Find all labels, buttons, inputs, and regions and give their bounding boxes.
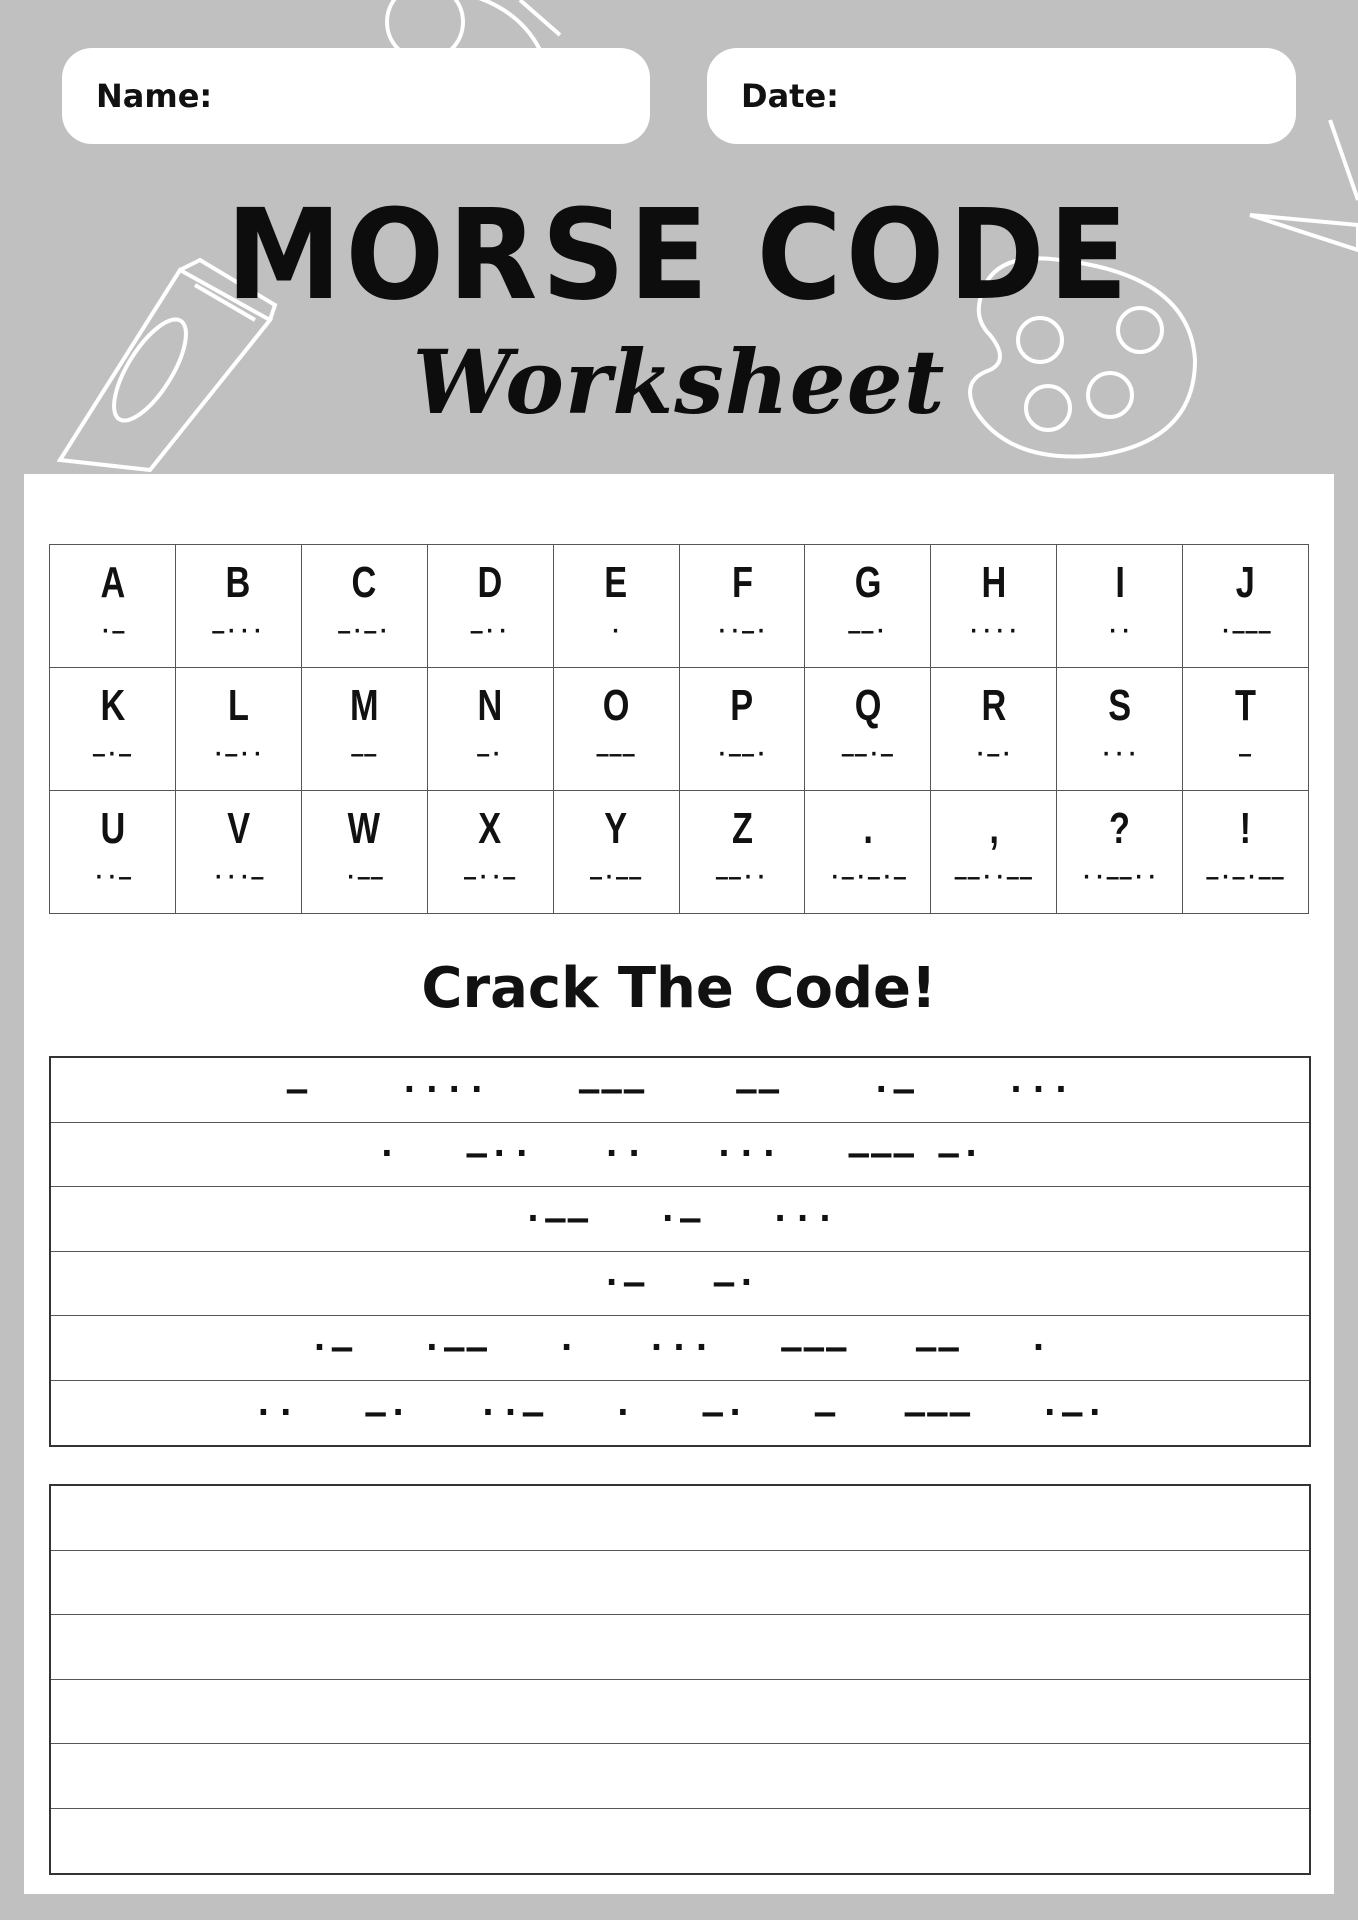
alphabet-character: D: [477, 558, 503, 607]
alphabet-character: C: [351, 558, 377, 607]
code-line-text: ·—— ·— ···: [522, 1198, 838, 1239]
alphabet-cell: [1057, 668, 1183, 791]
answer-line[interactable]: [51, 1615, 1309, 1680]
alphabet-character: H: [981, 558, 1007, 607]
crack-heading: Crack The Code!: [421, 956, 937, 1021]
alphabet-cell: [176, 668, 302, 791]
alphabet-morse-code: ···—: [212, 865, 265, 889]
alphabet-cell: [428, 668, 554, 791]
code-line: [51, 1187, 1309, 1252]
alphabet-morse-code: ·——: [344, 865, 384, 889]
alphabet-morse-code: ····: [967, 619, 1020, 643]
alphabet-cell: [805, 668, 931, 791]
date-field[interactable]: [707, 48, 1296, 144]
alphabet-morse-code: ——: [351, 742, 378, 766]
alphabet-character: T: [1235, 681, 1257, 730]
page-title: MORSE CODE: [226, 182, 1132, 329]
alphabet-character: Z: [731, 804, 753, 853]
alphabet-cell: [428, 791, 554, 914]
alphabet-morse-code: —·: [477, 742, 504, 766]
alphabet-character: M: [349, 681, 379, 730]
alphabet-character: !: [1239, 804, 1252, 853]
alphabet-cell: [302, 545, 428, 668]
alphabet-character: P: [730, 681, 754, 730]
alphabet-cell: [805, 545, 931, 668]
alphabet-cell: [554, 668, 680, 791]
answer-line[interactable]: [51, 1809, 1309, 1874]
alphabet-character: S: [1108, 681, 1132, 730]
alphabet-character: Y: [604, 804, 628, 853]
alphabet-character: N: [477, 681, 503, 730]
alphabet-cell: [931, 668, 1057, 791]
alphabet-morse-code: ··—·: [715, 619, 769, 643]
alphabet-cell: [805, 791, 931, 914]
alphabet-character: A: [100, 558, 125, 607]
alphabet-morse-code: —···: [212, 619, 265, 643]
answer-box: [49, 1484, 1311, 1875]
code-line-text: — ···· ——— —— ·— ···: [286, 1069, 1074, 1110]
alphabet-morse-code: —··—: [464, 865, 517, 889]
alphabet-morse-code: ——·—: [841, 742, 894, 766]
alphabet-cell: [931, 545, 1057, 668]
name-label: Name:: [96, 77, 213, 115]
alphabet-cell: [428, 545, 554, 668]
answer-line[interactable]: [51, 1680, 1309, 1745]
alphabet-cell: [176, 545, 302, 668]
alphabet-morse-code: ——·: [848, 619, 888, 643]
alphabet-morse-code: ·—·: [974, 742, 1014, 766]
alphabet-cell: [931, 791, 1057, 914]
code-line-text: ·— —·: [601, 1263, 759, 1304]
alphabet-character: B: [225, 558, 251, 607]
alphabet-character: .: [863, 804, 873, 853]
alphabet-cell: [1183, 668, 1309, 791]
alphabet-cell: [554, 791, 680, 914]
alphabet-character: R: [981, 681, 1007, 730]
alphabet-character: I: [1114, 558, 1125, 607]
alphabet-morse-code: ·——·: [715, 742, 769, 766]
alphabet-morse-code: —·—: [92, 742, 132, 766]
alphabet-morse-code: ··——··: [1080, 865, 1159, 889]
code-line: [51, 1252, 1309, 1317]
alphabet-character: ?: [1109, 804, 1131, 853]
alphabet-morse-code: ·———: [1219, 619, 1272, 643]
alphabet-morse-code: ···: [1100, 742, 1140, 766]
alphabet-morse-code: ··: [1106, 619, 1133, 643]
alphabet-morse-code: —·——: [589, 865, 643, 889]
alphabet-character: Q: [854, 681, 882, 730]
alphabet-cell: [50, 545, 176, 668]
code-line: [51, 1058, 1309, 1123]
alphabet-character: L: [227, 681, 249, 730]
alphabet-character: X: [478, 804, 502, 853]
alphabet-character: E: [604, 558, 628, 607]
answer-line[interactable]: [51, 1744, 1309, 1809]
alphabet-character: U: [100, 804, 125, 853]
alphabet-cell: [50, 791, 176, 914]
alphabet-morse-code: ·—··: [212, 742, 265, 766]
alphabet-character: K: [100, 681, 125, 730]
code-line: [51, 1381, 1309, 1446]
alphabet-character: J: [1235, 558, 1256, 607]
code-line: [51, 1123, 1309, 1188]
code-line: [51, 1316, 1309, 1381]
code-line-text: · —·· ·· ··· ——— —·: [376, 1134, 984, 1175]
alphabet-cell: [680, 545, 806, 668]
alphabet-cell: [302, 668, 428, 791]
alphabet-character: V: [226, 804, 250, 853]
alphabet-cell: [1183, 791, 1309, 914]
code-line-text: ·— ·—— · ··· ——— —— ·: [309, 1327, 1051, 1368]
page-subtitle: Worksheet: [412, 330, 946, 434]
alphabet-morse-code: —: [1239, 742, 1253, 766]
alphabet-morse-code: ·: [609, 619, 623, 643]
alphabet-morse-code: —·—·——: [1206, 865, 1285, 889]
alphabet-character: O: [602, 681, 630, 730]
alphabet-morse-code: ·—: [99, 619, 126, 643]
alphabet-morse-code: ··—: [92, 865, 132, 889]
name-field[interactable]: [62, 48, 650, 144]
answer-line[interactable]: [51, 1486, 1309, 1551]
alphabet-cell: [176, 791, 302, 914]
alphabet-character: G: [854, 558, 882, 607]
alphabet-morse-code: ·—·—·—: [828, 865, 907, 889]
coded-message-box: [49, 1056, 1311, 1447]
alphabet-character: W: [348, 804, 381, 853]
code-line-text: ·· —· ··— · —· — ——— ·—·: [253, 1392, 1107, 1433]
alphabet-character: ,: [988, 804, 999, 853]
alphabet-cell: [1183, 545, 1309, 668]
alphabet-cell: [680, 791, 806, 914]
alphabet-morse-code: ——··——: [954, 865, 1033, 889]
alphabet-character: F: [731, 558, 753, 607]
alphabet-morse-code: —··: [470, 619, 510, 643]
alphabet-cell: [50, 668, 176, 791]
alphabet-morse-code: ———: [596, 742, 636, 766]
worksheet-panel: [24, 474, 1334, 1894]
morse-alphabet-table: [49, 544, 1309, 914]
alphabet-cell: [1057, 545, 1183, 668]
alphabet-cell: [1057, 791, 1183, 914]
alphabet-cell: [680, 668, 806, 791]
alphabet-cell: [302, 791, 428, 914]
answer-line[interactable]: [51, 1551, 1309, 1616]
alphabet-morse-code: ——··: [715, 865, 769, 889]
alphabet-cell: [554, 545, 680, 668]
alphabet-morse-code: —·—·: [338, 619, 391, 643]
date-label: Date:: [741, 77, 839, 115]
